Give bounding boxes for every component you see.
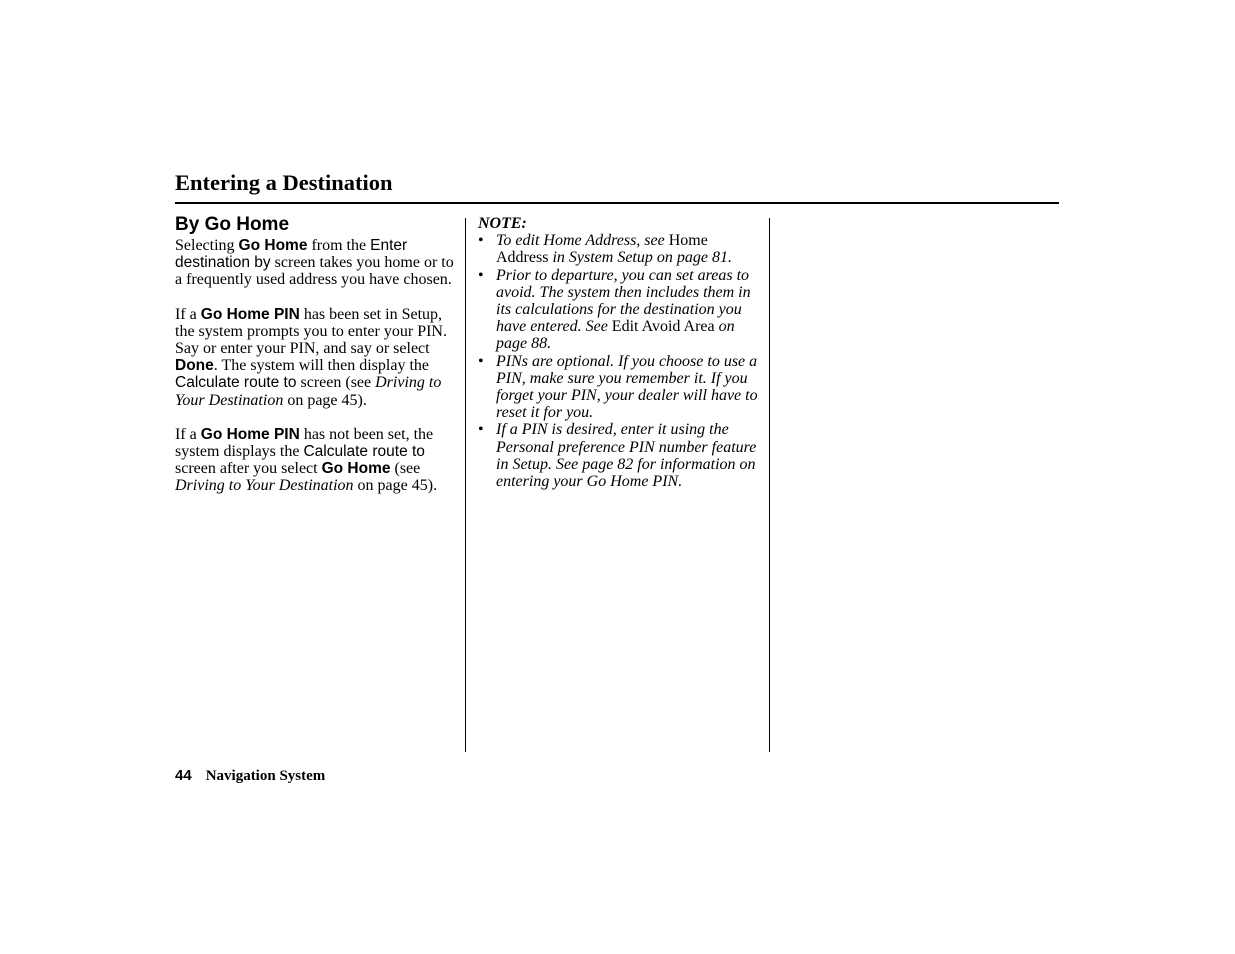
ui-term-edit-avoid-area: Edit Avoid Area <box>611 318 715 336</box>
column-divider <box>465 218 466 752</box>
text: Prior to departure, you can set areas to avoid. The system then includes them in its calculations for the destination you have entered. See <box>496 266 751 336</box>
text: has been set in Setup, the system prompts you to enter your PIN. Say or enter your PIN, and say or select <box>175 305 447 358</box>
cross-reference: Driving to Your Destination <box>175 477 354 495</box>
notes-column <box>478 215 760 490</box>
cross-reference: Driving to Your Destination <box>175 374 442 409</box>
bullet: • <box>478 266 484 284</box>
ui-term-home-address: Home Address <box>496 232 708 267</box>
text: in System Setup on page 81. <box>548 249 732 267</box>
text: Selecting <box>175 237 239 254</box>
section-heading: By Go Home <box>175 214 290 235</box>
paragraph-pin-not-set <box>175 426 460 495</box>
paragraph-pin-set <box>175 306 460 409</box>
text: screen takes you home or to a frequently used address you have chosen. <box>175 254 454 289</box>
list-item <box>478 267 760 353</box>
text: If a PIN is desired, enter it using the Personal preference PIN number feature in Setup. See page 82 for information on entering your Go Home PIN. <box>496 421 757 491</box>
note-heading: NOTE: <box>478 215 527 232</box>
ui-term-go-home-pin: Go Home PIN <box>200 305 300 323</box>
title-rule <box>175 202 1059 204</box>
text: has not been set, the system displays the <box>175 425 434 461</box>
page-footer <box>175 767 325 785</box>
text: on page 45). <box>283 391 367 409</box>
text: screen after you select <box>175 460 322 478</box>
ui-term-enter-destination-by: Enter destination by <box>175 237 408 272</box>
ui-term-calculate-route-to: Calculate route to <box>175 374 297 392</box>
left-column <box>175 213 460 495</box>
text: To edit Home Address, see <box>496 232 669 250</box>
bullet: • <box>478 421 484 439</box>
text: screen (see <box>296 374 376 392</box>
note-list <box>478 232 760 490</box>
ui-term-done: Done <box>175 357 214 375</box>
bullet: • <box>478 352 484 370</box>
text: If a <box>175 425 201 443</box>
text: on page 88. <box>496 318 735 353</box>
text: from the <box>307 237 371 254</box>
page-title: Entering a Destination <box>175 170 393 195</box>
bullet: • <box>478 232 484 250</box>
text: (see <box>390 460 421 478</box>
paragraph-intro <box>175 237 460 289</box>
text: If a <box>175 305 201 323</box>
column-divider <box>769 218 770 752</box>
ui-term-go-home-pin: Go Home PIN <box>200 425 300 443</box>
text: PINs are optional. If you choose to use a PIN, make sure you remember it. If you forget your PIN, your dealer will have to reset it for you. <box>496 352 758 422</box>
list-item <box>478 421 760 490</box>
text: on page 45). <box>353 477 438 495</box>
footer-title: Navigation System <box>205 768 326 784</box>
list-item <box>478 353 760 422</box>
ui-term-calculate-route-to: Calculate route to <box>303 443 425 461</box>
ui-term-go-home: Go Home <box>321 460 391 478</box>
list-item <box>478 232 760 266</box>
page-number: 44 <box>175 767 192 784</box>
ui-term-go-home: Go Home <box>238 237 308 254</box>
text: . The system will then display the <box>213 357 429 375</box>
